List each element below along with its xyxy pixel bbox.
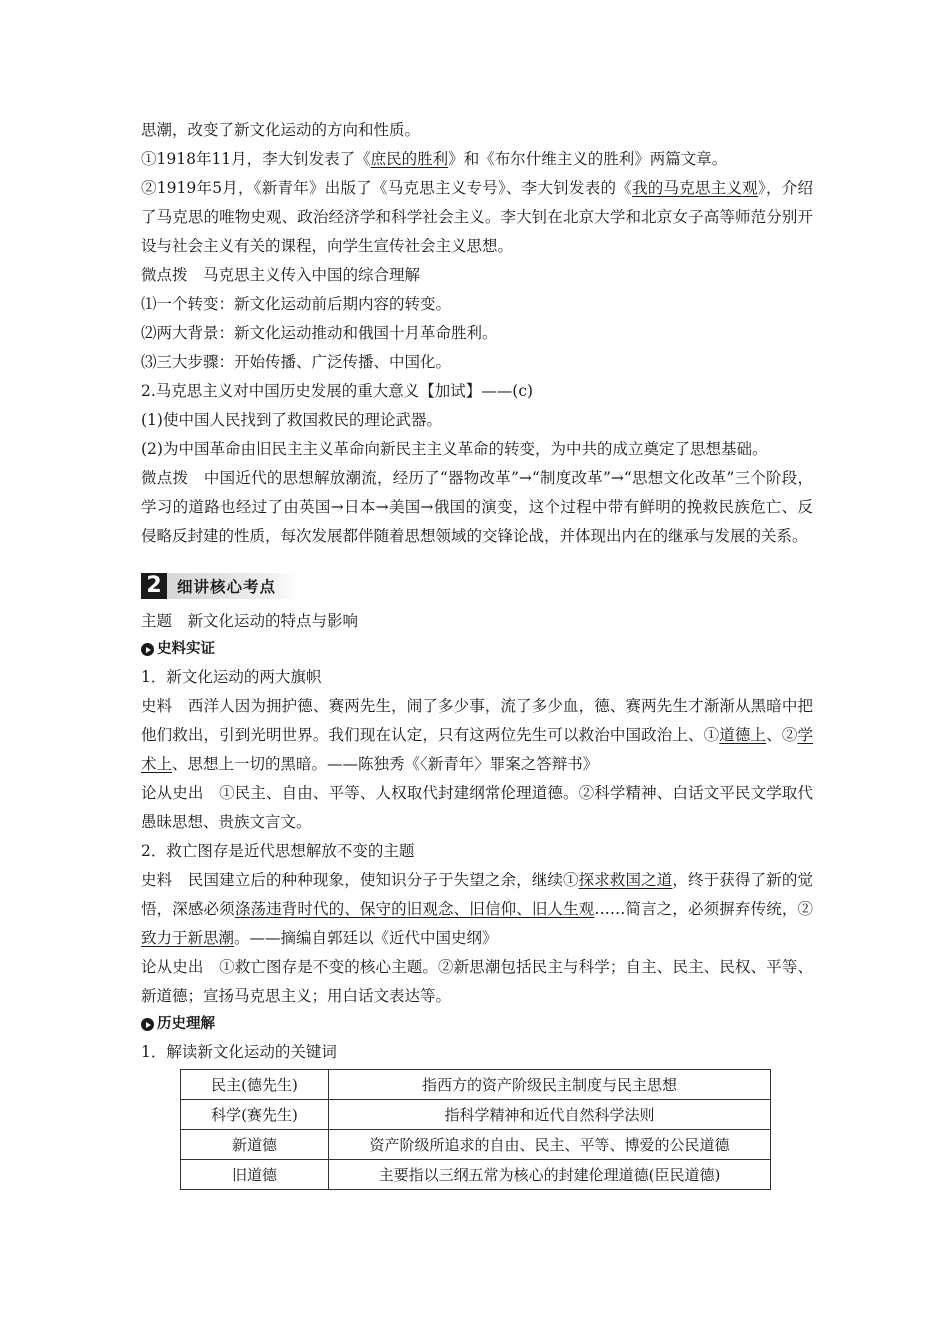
table-row bbox=[181, 1160, 771, 1190]
tip1-point: ⑴一个转变：新文化运动前后期内容的转变。 bbox=[141, 295, 452, 313]
evidence-q2-title: 2．救亡图存是近代思想解放不变的主题 bbox=[141, 842, 415, 860]
evidence-q1-conclusion: 论从史出 ①民主、自由、平等、人权取代封建纲常伦理道德。②科学精神、白话文平民文学取代愚昧思想、贵族文言文。 bbox=[141, 784, 813, 831]
section-header bbox=[141, 573, 297, 599]
play-circle-icon bbox=[141, 643, 154, 656]
evidence-q2-source: 史料 民国建立后的种种现象，使知识分子于失望之余，继续①探求救国之道，终于获得了新的觉悟，深感必须涤荡违背时代的、保守的旧观念、旧信仰、旧人生观……简言之，必须摒弃传统，②致力于新思潮。——摘编自郭廷以《近代中国史纲》 bbox=[141, 871, 813, 947]
tip2-paragraph: 微点拨 中国近代的思想解放潮流，经历了“器物改革”→“制度改革”→“思想文化改革”三个阶段，学习的道路也经过了由英国→日本→美国→俄国的演变，这个过程中带有鲜明的挽救民族危亡、反侵略反封建的性质，每次发展都伴随着思想领域的交锋论战，并体现出内在的继承与发展的关系。 bbox=[141, 469, 813, 545]
table-row bbox=[181, 1130, 771, 1160]
intro-item-2: ②1919年5月，《新青年》出版了《马克思主义专号》、李大钊发表的《我的马克思主义观》，介绍了马克思的唯物史观、政治经济学和科学社会主义。李大钊在北京大学和北京女子高等师范分别开设与社会主义有关的课程，向学生宣传社会主义思想。 bbox=[141, 179, 813, 255]
document-page bbox=[141, 116, 813, 1190]
table-cell-term: 新道德 bbox=[181, 1130, 329, 1160]
table-cell-term: 旧道德 bbox=[181, 1160, 329, 1190]
section-title: 细讲核心考点 bbox=[177, 578, 277, 596]
tip1-point: ⑶三大步骤：开始传播、广泛传播、中国化。 bbox=[141, 353, 452, 371]
table-cell-desc: 资产阶级所追求的自由、民主、平等、博爱的公民道德 bbox=[329, 1130, 771, 1160]
tip1-point: ⑵两大背景：新文化运动推动和俄国十月革命胜利。 bbox=[141, 324, 498, 342]
tip1-title: 微点拨 马克思主义传入中国的综合理解 bbox=[141, 266, 421, 284]
understanding-heading: 历史理解 bbox=[141, 1011, 813, 1038]
understanding-title: 1．解读新文化运动的关键词 bbox=[141, 1043, 337, 1061]
table-cell-desc: 指西方的资产阶级民主制度与民主思想 bbox=[329, 1070, 771, 1100]
point2-item: (1)使中国人民找到了救国救民的理论武器。 bbox=[141, 411, 442, 429]
point2-title: 2.马克思主义对中国历史发展的重大意义【加试】——(c) bbox=[141, 382, 534, 400]
point2-item: (2)为中国革命由旧民主主义革命向新民主主义革命的转变，为中共的成立奠定了思想基础。 bbox=[141, 440, 768, 458]
play-circle-icon bbox=[141, 1018, 154, 1031]
intro-line: 思潮，改变了新文化运动的方向和性质。 bbox=[141, 121, 421, 139]
intro-item-1: ①1918年11月，李大钊发表了《庶民的胜利》和《布尔什维主义的胜利》两篇文章。 bbox=[141, 150, 728, 168]
section-number: 2 bbox=[141, 573, 167, 599]
table-row bbox=[181, 1100, 771, 1130]
table-cell-term: 科学(赛先生) bbox=[181, 1100, 329, 1130]
table-row bbox=[181, 1070, 771, 1100]
evidence-q2-conclusion: 论从史出 ①救亡图存是不变的核心主题。②新思潮包括民主与科学；自主、民主、民权、平等、新道德；宣扬马克思主义；用白话文表达等。 bbox=[141, 958, 813, 1005]
evidence-q1-source: 史料 西洋人因为拥护德、赛两先生，闹了多少事，流了多少血，德、赛两先生才渐渐从黑暗中把他们救出，引到光明世界。我们现在认定，只有这两位先生可以救治中国政治上、①道德上、②学术上、思想上一切的黑暗。——陈独秀《〈新青年〉罪案之答辩书》 bbox=[141, 697, 813, 773]
table-cell-desc: 主要指以三纲五常为核心的封建伦理道德(臣民道德) bbox=[329, 1160, 771, 1190]
table-cell-term: 民主(德先生) bbox=[181, 1070, 329, 1100]
keyword-table bbox=[180, 1069, 771, 1190]
theme-title: 主题 新文化运动的特点与影响 bbox=[141, 612, 359, 630]
evidence-q1-title: 1．新文化运动的两大旗帜 bbox=[141, 668, 322, 686]
table-cell-desc: 指科学精神和近代自然科学法则 bbox=[329, 1100, 771, 1130]
evidence-heading: 史料实证 bbox=[141, 636, 813, 663]
